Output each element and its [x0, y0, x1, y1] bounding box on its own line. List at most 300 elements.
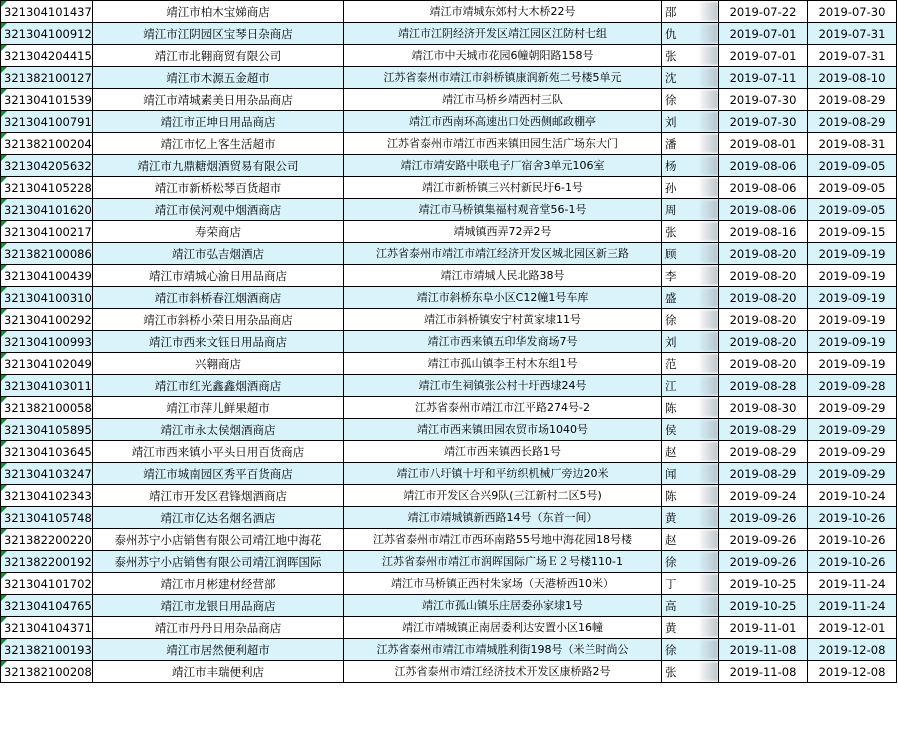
license-code-text: 321382100208 [4, 664, 92, 679]
start-date-text: 2019-11-08 [729, 642, 797, 657]
start-date-text: 2019-08-20 [729, 356, 797, 371]
table-row [1, 309, 897, 331]
end-date-text: 2019-10-26 [818, 510, 886, 525]
store-name-cell[interactable] [93, 661, 344, 683]
store-name-cell[interactable] [93, 45, 344, 67]
end-date-text: 2019-10-26 [818, 554, 886, 569]
table-row [1, 617, 897, 639]
start-date-cell[interactable] [719, 595, 808, 617]
end-date-cell[interactable] [808, 199, 897, 221]
address-cell[interactable] [344, 265, 662, 287]
store-name-text: 兴翱商店 [195, 356, 241, 371]
store-name-text: 靖江市弘吉烟酒店 [172, 246, 264, 261]
address-cell[interactable] [344, 133, 662, 155]
store-name-text: 靖江市西来文钰日用品商店 [149, 334, 287, 349]
end-date-text: 2019-07-30 [818, 4, 886, 19]
end-date-text: 2019-09-29 [818, 444, 886, 459]
contact-person-cell[interactable] [662, 507, 719, 529]
address-cell[interactable] [344, 573, 662, 595]
end-date-text: 2019-09-19 [818, 312, 886, 327]
license-code-cell[interactable] [1, 177, 93, 199]
store-name-text: 靖江市北翱商贸有限公司 [154, 48, 282, 63]
table-row [1, 375, 897, 397]
license-code-text: 321304103247 [4, 466, 92, 481]
start-date-cell[interactable] [719, 45, 808, 67]
address-cell[interactable] [344, 199, 662, 221]
end-date-cell[interactable] [808, 287, 897, 309]
redaction-blur [700, 552, 718, 571]
start-date-cell[interactable] [719, 89, 808, 111]
end-date-cell[interactable] [808, 331, 897, 353]
end-date-cell[interactable] [808, 23, 897, 45]
store-name-cell[interactable] [93, 155, 344, 177]
address-text: 江苏省泰州市靖江市江平路274号-2 [415, 400, 590, 414]
address-text: 靖江市斜桥东阜小区C12幢1号车库 [416, 290, 589, 304]
start-date-text: 2019-08-29 [729, 444, 797, 459]
contact-person-cell[interactable] [662, 617, 719, 639]
start-date-text: 2019-08-29 [729, 422, 797, 437]
contact-person-text: 沈 [665, 70, 677, 85]
start-date-cell[interactable] [719, 573, 808, 595]
table-row [1, 67, 897, 89]
license-code-cell[interactable] [1, 221, 93, 243]
table-row [1, 133, 897, 155]
contact-person-cell[interactable] [662, 45, 719, 67]
end-date-cell[interactable] [808, 573, 897, 595]
license-code-text: 321304104765 [4, 598, 92, 613]
contact-person-text: 徐 [665, 642, 677, 657]
store-name-cell[interactable] [93, 265, 344, 287]
license-code-cell[interactable] [1, 309, 93, 331]
license-code-cell[interactable] [1, 243, 93, 265]
license-code-cell[interactable] [1, 507, 93, 529]
store-name-cell[interactable] [93, 397, 344, 419]
start-date-text: 2019-10-25 [729, 576, 797, 591]
contact-person-text: 徐 [665, 312, 677, 327]
license-code-cell[interactable] [1, 551, 93, 573]
contact-person-cell[interactable] [662, 221, 719, 243]
store-name-cell[interactable] [93, 1, 344, 23]
contact-person-cell[interactable] [662, 375, 719, 397]
address-cell[interactable] [344, 353, 662, 375]
end-date-cell[interactable] [808, 551, 897, 573]
store-name-cell[interactable] [93, 287, 344, 309]
store-name-cell[interactable] [93, 529, 344, 551]
redaction-blur [700, 530, 718, 549]
table-row [1, 529, 897, 551]
start-date-cell[interactable] [719, 353, 808, 375]
end-date-text: 2019-08-29 [818, 114, 886, 129]
address-text: 靖江市靖城人民北路38号 [440, 268, 565, 282]
store-name-cell[interactable] [93, 419, 344, 441]
address-cell[interactable] [344, 397, 662, 419]
license-code-cell[interactable] [1, 573, 93, 595]
address-text: 江苏省泰州市靖江市靖江经济开发区城北园区新三路 [376, 246, 629, 260]
contact-person-text: 刘 [665, 334, 677, 349]
store-name-text: 靖江市九鼎糖烟酒贸易有限公司 [137, 158, 299, 173]
address-cell[interactable] [344, 1, 662, 23]
license-code-cell[interactable] [1, 45, 93, 67]
license-code-text: 321304104371 [4, 620, 92, 635]
table-row [1, 661, 897, 683]
start-date-cell[interactable] [719, 221, 808, 243]
address-cell[interactable] [344, 331, 662, 353]
contact-person-cell[interactable] [662, 111, 719, 133]
end-date-cell[interactable] [808, 221, 897, 243]
end-date-cell[interactable] [808, 111, 897, 133]
redaction-blur [700, 640, 718, 659]
address-cell[interactable] [344, 155, 662, 177]
end-date-cell[interactable] [808, 265, 897, 287]
license-code-cell[interactable] [1, 441, 93, 463]
address-cell[interactable] [344, 177, 662, 199]
store-name-cell[interactable] [93, 573, 344, 595]
address-cell[interactable] [344, 529, 662, 551]
start-date-cell[interactable] [719, 419, 808, 441]
store-name-text: 靖江市侯河观中烟酒商店 [154, 202, 282, 217]
address-text: 靖江市西南环高速出口处西侧邮政棚亭 [409, 114, 596, 128]
start-date-cell[interactable] [719, 485, 808, 507]
license-code-text: 321304102049 [4, 356, 92, 371]
license-code-cell[interactable] [1, 287, 93, 309]
end-date-cell[interactable] [808, 243, 897, 265]
address-text: 靖江市开发区合兴9队(三江新村二区5号) [403, 488, 602, 502]
store-name-cell[interactable] [93, 177, 344, 199]
end-date-cell[interactable] [808, 177, 897, 199]
table-row [1, 23, 897, 45]
store-name-cell[interactable] [93, 507, 344, 529]
contact-person-cell[interactable] [662, 155, 719, 177]
store-name-text: 靖江市木源五金超市 [166, 70, 270, 85]
address-cell[interactable] [344, 507, 662, 529]
contact-person-cell[interactable] [662, 463, 719, 485]
start-date-cell[interactable] [719, 529, 808, 551]
start-date-text: 2019-08-20 [729, 312, 797, 327]
store-name-cell[interactable] [93, 133, 344, 155]
redaction-blur [700, 134, 718, 153]
contact-person-cell[interactable] [662, 551, 719, 573]
start-date-cell[interactable] [719, 1, 808, 23]
store-name-text: 靖江市江阴园区宝琴日杂商店 [143, 26, 293, 41]
contact-person-cell[interactable] [662, 199, 719, 221]
start-date-cell[interactable] [719, 507, 808, 529]
end-date-cell[interactable] [808, 133, 897, 155]
store-name-cell[interactable] [93, 441, 344, 463]
address-cell[interactable] [344, 551, 662, 573]
end-date-cell[interactable] [808, 397, 897, 419]
address-cell[interactable] [344, 23, 662, 45]
license-code-cell[interactable] [1, 595, 93, 617]
contact-person-text: 侯 [665, 422, 677, 437]
address-cell[interactable] [344, 111, 662, 133]
start-date-cell[interactable] [719, 199, 808, 221]
contact-person-cell[interactable] [662, 1, 719, 23]
contact-person-cell[interactable] [662, 573, 719, 595]
address-text: 靖江市斜桥镇安宁村黄家埭11号 [424, 312, 581, 326]
address-cell[interactable] [344, 287, 662, 309]
store-name-cell[interactable] [93, 243, 344, 265]
end-date-cell[interactable] [808, 529, 897, 551]
start-date-cell[interactable] [719, 661, 808, 683]
address-text: 靖江市马桥乡靖西村三队 [442, 92, 563, 106]
end-date-cell[interactable] [808, 441, 897, 463]
store-name-cell[interactable] [93, 353, 344, 375]
license-code-text: 321304100791 [4, 114, 92, 129]
start-date-text: 2019-08-20 [729, 290, 797, 305]
end-date-cell[interactable] [808, 155, 897, 177]
table-row [1, 89, 897, 111]
end-date-cell[interactable] [808, 661, 897, 683]
contact-person-cell[interactable] [662, 287, 719, 309]
address-cell[interactable] [344, 617, 662, 639]
start-date-cell[interactable] [719, 111, 808, 133]
end-date-cell[interactable] [808, 485, 897, 507]
store-name-cell[interactable] [93, 463, 344, 485]
store-name-text: 靖江市城南园区秀平百货商店 [143, 466, 293, 481]
store-name-cell[interactable] [93, 639, 344, 661]
end-date-cell[interactable] [808, 89, 897, 111]
table-row [1, 507, 897, 529]
start-date-cell[interactable] [719, 375, 808, 397]
contact-person-cell[interactable] [662, 133, 719, 155]
license-code-cell[interactable] [1, 375, 93, 397]
redaction-blur [700, 156, 718, 175]
end-date-text: 2019-09-05 [818, 180, 886, 195]
end-date-text: 2019-10-24 [818, 488, 886, 503]
contact-person-cell[interactable] [662, 177, 719, 199]
start-date-text: 2019-09-26 [729, 554, 797, 569]
store-name-cell[interactable] [93, 111, 344, 133]
end-date-text: 2019-09-19 [818, 356, 886, 371]
address-cell[interactable] [344, 441, 662, 463]
license-code-cell[interactable] [1, 661, 93, 683]
store-name-text: 靖江市靖城心渝日用品商店 [149, 268, 287, 283]
license-code-cell[interactable] [1, 23, 93, 45]
license-code-text: 321304205632 [4, 158, 92, 173]
license-code-cell[interactable] [1, 331, 93, 353]
store-name-cell[interactable] [93, 89, 344, 111]
contact-person-cell[interactable] [662, 23, 719, 45]
store-name-text: 靖江市开发区君锋烟酒商店 [149, 488, 287, 503]
license-code-cell[interactable] [1, 265, 93, 287]
end-date-cell[interactable] [808, 419, 897, 441]
end-date-cell[interactable] [808, 1, 897, 23]
contact-person-cell[interactable] [662, 441, 719, 463]
store-name-cell[interactable] [93, 485, 344, 507]
license-code-cell[interactable] [1, 397, 93, 419]
license-code-cell[interactable] [1, 419, 93, 441]
license-code-cell[interactable] [1, 353, 93, 375]
address-text: 靖江市生祠镇张公村十圩西埭24号 [418, 378, 587, 392]
license-code-cell[interactable] [1, 617, 93, 639]
contact-person-cell[interactable] [662, 309, 719, 331]
license-code-cell[interactable] [1, 463, 93, 485]
end-date-cell[interactable] [808, 353, 897, 375]
redaction-blur [700, 222, 718, 241]
start-date-text: 2019-09-24 [729, 488, 797, 503]
end-date-text: 2019-09-29 [818, 422, 886, 437]
store-name-cell[interactable] [93, 199, 344, 221]
start-date-cell[interactable] [719, 287, 808, 309]
license-code-text: 321304103645 [4, 444, 92, 459]
store-name-text: 泰州苏宁小店销售有限公司靖江地中海花 [114, 532, 322, 547]
contact-person-cell[interactable] [662, 353, 719, 375]
store-name-cell[interactable] [93, 67, 344, 89]
address-cell[interactable] [344, 309, 662, 331]
address-text: 靖城镇西弄72弄2号 [453, 224, 552, 238]
address-cell[interactable] [344, 221, 662, 243]
contact-person-cell[interactable] [662, 265, 719, 287]
license-code-text: 321304101702 [4, 576, 92, 591]
table-row [1, 177, 897, 199]
address-text: 靖江市西来镇田园农贸市场1040号 [417, 422, 588, 436]
contact-person-cell[interactable] [662, 419, 719, 441]
address-cell[interactable] [344, 661, 662, 683]
contact-person-cell[interactable] [662, 89, 719, 111]
store-name-cell[interactable] [93, 595, 344, 617]
store-name-cell[interactable] [93, 617, 344, 639]
store-name-text: 靖江市丹丹日用杂品商店 [154, 620, 282, 635]
license-code-text: 321304100439 [4, 268, 92, 283]
address-text: 靖江市靖安路中联电子厂宿舍3单元106室 [400, 158, 605, 172]
contact-person-cell[interactable] [662, 331, 719, 353]
license-code-cell[interactable] [1, 1, 93, 23]
end-date-text: 2019-09-19 [818, 334, 886, 349]
end-date-text: 2019-12-01 [818, 620, 886, 635]
contact-person-cell[interactable] [662, 243, 719, 265]
end-date-cell[interactable] [808, 463, 897, 485]
license-code-text: 321382100204 [4, 136, 92, 151]
license-code-cell[interactable] [1, 529, 93, 551]
contact-person-cell[interactable] [662, 639, 719, 661]
start-date-cell[interactable] [719, 331, 808, 353]
start-date-cell[interactable] [719, 177, 808, 199]
contact-person-text: 张 [665, 664, 677, 679]
address-cell[interactable] [344, 89, 662, 111]
start-date-text: 2019-08-20 [729, 268, 797, 283]
end-date-cell[interactable] [808, 507, 897, 529]
store-name-text: 靖江市斜桥春江烟酒商店 [154, 290, 282, 305]
start-date-text: 2019-08-16 [729, 224, 797, 239]
license-code-text: 321382100127 [4, 70, 92, 85]
redaction-blur [700, 46, 718, 65]
address-cell[interactable] [344, 419, 662, 441]
address-cell[interactable] [344, 595, 662, 617]
table-row [1, 199, 897, 221]
store-name-cell[interactable] [93, 331, 344, 353]
store-name-text: 靖江市忆上客生活超市 [160, 136, 276, 151]
address-cell[interactable] [344, 243, 662, 265]
store-name-cell[interactable] [93, 309, 344, 331]
address-text: 江苏省泰州市靖江市西来镇田园生活广场东大门 [387, 136, 618, 150]
end-date-cell[interactable] [808, 309, 897, 331]
table-body [1, 1, 897, 683]
start-date-text: 2019-08-06 [729, 202, 797, 217]
license-code-cell[interactable] [1, 111, 93, 133]
end-date-text: 2019-09-19 [818, 268, 886, 283]
end-date-text: 2019-11-24 [818, 576, 886, 591]
redaction-blur [700, 354, 718, 373]
end-date-cell[interactable] [808, 595, 897, 617]
start-date-cell[interactable] [719, 243, 808, 265]
start-date-cell[interactable] [719, 67, 808, 89]
redaction-blur [700, 420, 718, 439]
redaction-blur [700, 288, 718, 307]
start-date-cell[interactable] [719, 23, 808, 45]
contact-person-cell[interactable] [662, 661, 719, 683]
contact-person-cell[interactable] [662, 397, 719, 419]
redaction-blur [700, 310, 718, 329]
end-date-cell[interactable] [808, 617, 897, 639]
start-date-cell[interactable] [719, 397, 808, 419]
contact-person-cell[interactable] [662, 595, 719, 617]
end-date-cell[interactable] [808, 375, 897, 397]
start-date-cell[interactable] [719, 309, 808, 331]
license-code-cell[interactable] [1, 639, 93, 661]
end-date-cell[interactable] [808, 639, 897, 661]
store-name-cell[interactable] [93, 551, 344, 573]
license-code-text: 321304105228 [4, 180, 92, 195]
license-code-cell[interactable] [1, 155, 93, 177]
store-name-cell[interactable] [93, 221, 344, 243]
license-code-cell[interactable] [1, 89, 93, 111]
address-cell[interactable] [344, 485, 662, 507]
end-date-text: 2019-09-19 [818, 246, 886, 261]
address-cell[interactable] [344, 639, 662, 661]
table-row [1, 45, 897, 67]
address-cell[interactable] [344, 45, 662, 67]
contact-person-cell[interactable] [662, 529, 719, 551]
store-name-cell[interactable] [93, 23, 344, 45]
start-date-text: 2019-08-06 [729, 180, 797, 195]
contact-person-cell[interactable] [662, 485, 719, 507]
start-date-cell[interactable] [719, 551, 808, 573]
table-row [1, 265, 897, 287]
license-code-cell[interactable] [1, 485, 93, 507]
address-cell[interactable] [344, 67, 662, 89]
store-name-text: 靖江市永太侯烟酒商店 [160, 422, 276, 437]
start-date-text: 2019-08-06 [729, 158, 797, 173]
end-date-text: 2019-12-08 [818, 664, 886, 679]
start-date-cell[interactable] [719, 463, 808, 485]
address-cell[interactable] [344, 375, 662, 397]
license-code-cell[interactable] [1, 67, 93, 89]
store-name-text: 寿荣商店 [195, 224, 241, 239]
start-date-cell[interactable] [719, 155, 808, 177]
store-name-cell[interactable] [93, 375, 344, 397]
store-name-text: 靖江市红光鑫鑫烟酒商店 [154, 378, 282, 393]
start-date-cell[interactable] [719, 133, 808, 155]
start-date-text: 2019-07-30 [729, 92, 797, 107]
license-code-text: 321382200192 [4, 554, 92, 569]
store-name-text: 靖江市龙银日用品商店 [160, 598, 276, 613]
start-date-cell[interactable] [719, 617, 808, 639]
address-text: 江苏省泰州市靖江市西环南路55号地中海花园18号楼 [373, 532, 632, 546]
contact-person-cell[interactable] [662, 67, 719, 89]
end-date-cell[interactable] [808, 67, 897, 89]
license-code-cell[interactable] [1, 133, 93, 155]
store-name-text: 靖江市西来镇小平头日用百货商店 [131, 444, 305, 459]
end-date-cell[interactable] [808, 45, 897, 67]
start-date-cell[interactable] [719, 265, 808, 287]
start-date-cell[interactable] [719, 639, 808, 661]
license-code-cell[interactable] [1, 199, 93, 221]
license-code-text: 321304105748 [4, 510, 92, 525]
contact-person-text: 陈 [665, 488, 677, 503]
start-date-cell[interactable] [719, 441, 808, 463]
address-cell[interactable] [344, 463, 662, 485]
contact-person-text: 闻 [665, 466, 677, 481]
